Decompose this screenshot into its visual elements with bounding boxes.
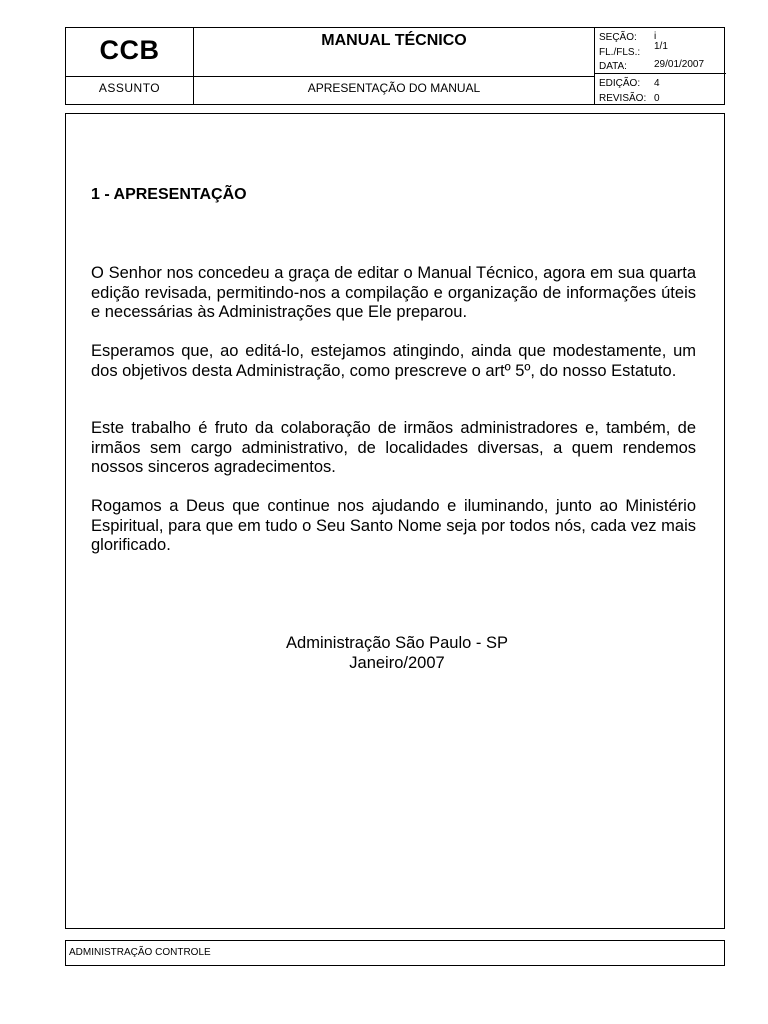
- header-divider: [66, 76, 594, 77]
- revision-label: REVISÃO:: [599, 93, 647, 104]
- document-footer: [65, 940, 725, 966]
- pages-value: 1/1: [654, 41, 668, 52]
- header-divider: [594, 73, 726, 74]
- section-label: SEÇÃO:: [599, 32, 637, 43]
- pages-label: FL./FLS.:: [599, 47, 641, 58]
- header-divider: [594, 28, 595, 104]
- section-heading: 1 - APRESENTAÇÃO: [91, 186, 247, 203]
- paragraph: Rogamos a Deus que continue nos ajudando e iluminando, junto ao Ministério Espiritual, para que em tudo o Seu Santo Nome seja por todos nós, cada vez mais glorificado.: [91, 497, 696, 554]
- revision-value: 0: [654, 93, 660, 104]
- subject-label: ASSUNTO: [98, 81, 161, 95]
- footer-text: ADMINISTRAÇÃO CONTROLE: [69, 947, 211, 958]
- section-value: i: [654, 31, 657, 42]
- paragraph: O Senhor nos concedeu a graça de editar o Manual Técnico, agora em sua quarta edição revisada, permitindo-nos a compilação e organização de informações úteis e necessárias às Administrações que Ele preparou.: [91, 264, 696, 321]
- subject-value: APRESENTAÇÃO DO MANUAL: [307, 81, 481, 95]
- logo-text: CCB: [99, 35, 160, 65]
- paragraph: Esperamos que, ao editá-lo, estejamos atingindo, ainda que modestamente, um dos objetivos desta Administração, como prescreve o artº 5º, do nosso Estatuto.: [91, 342, 696, 380]
- edition-label: EDIÇÃO:: [599, 78, 641, 89]
- signature-line: Administração São Paulo - SP: [286, 634, 508, 652]
- signature-date: Janeiro/2007: [349, 654, 445, 672]
- document-title: MANUAL TÉCNICO: [321, 32, 467, 49]
- document-header: [65, 27, 725, 105]
- date-label: DATA:: [599, 61, 627, 72]
- paragraph: Este trabalho é fruto da colaboração de irmãos administradores e, também, de irmãos sem cargo administrativo, de localidades diversas, a quem rendemos nossos sinceros agradecimentos.: [91, 419, 696, 476]
- date-value: 29/01/2007: [654, 59, 705, 70]
- edition-value: 4: [654, 78, 660, 89]
